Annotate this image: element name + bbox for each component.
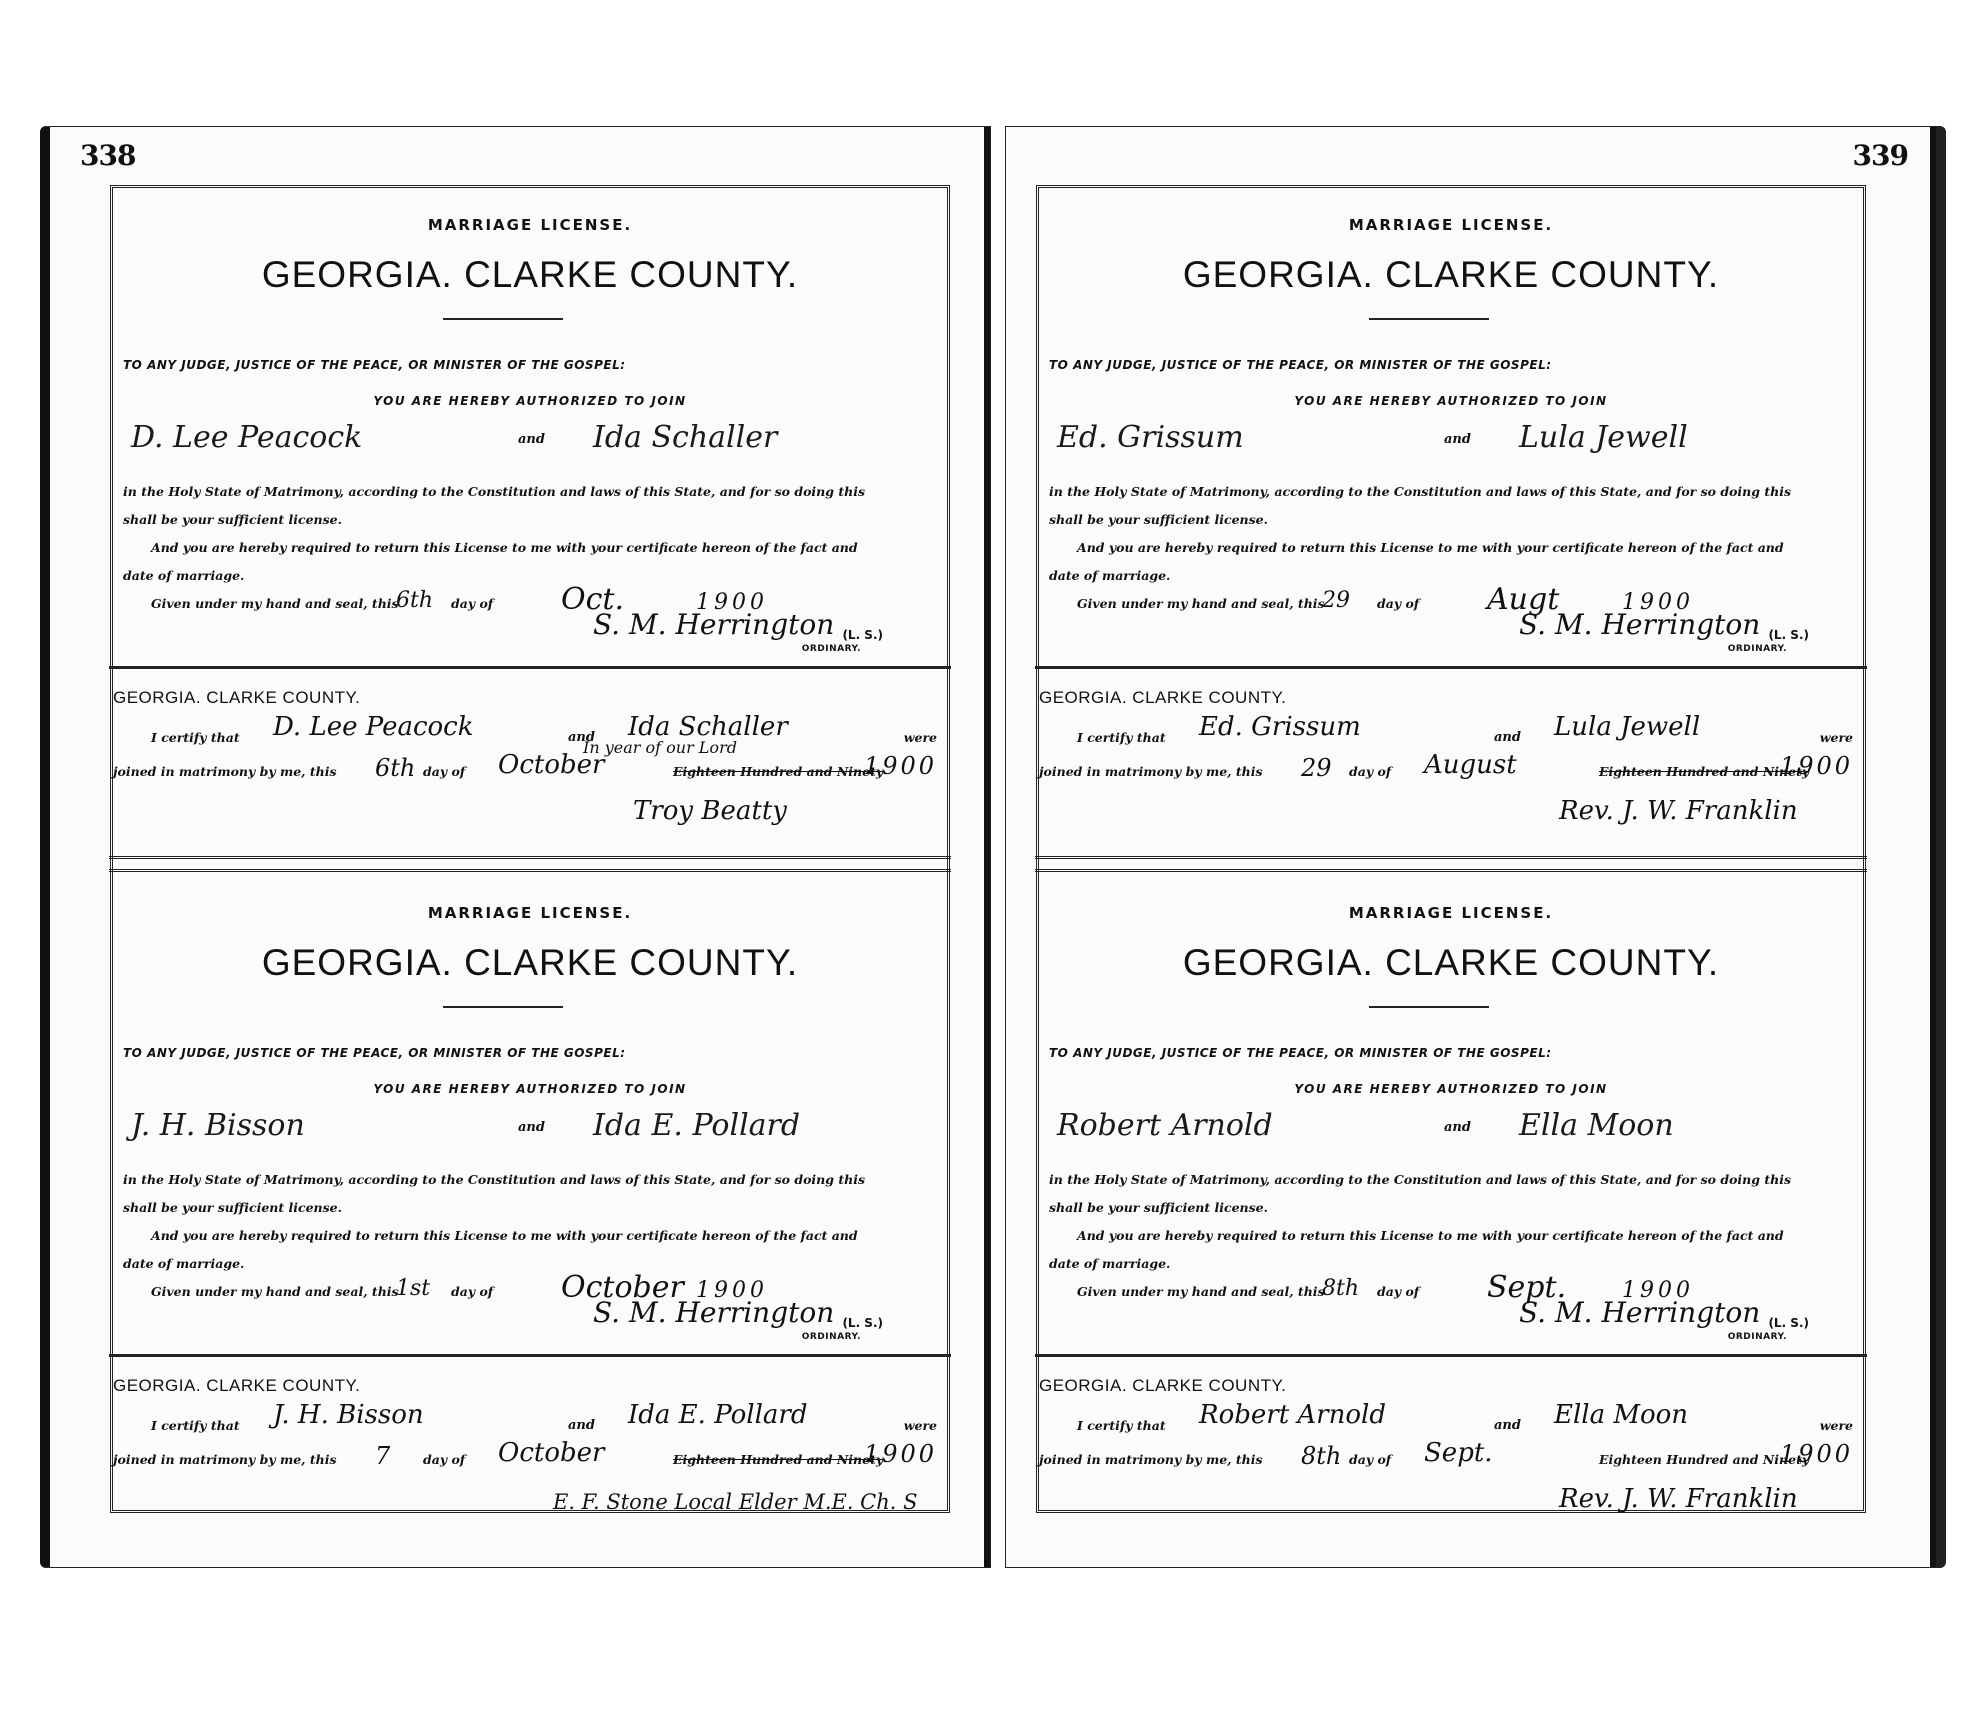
groom-name: D. Lee Peacock [131,420,363,455]
certificate-heading: GEORGIA. CLARKE COUNTY. [1039,688,1287,707]
cert-note: In year of our Lord [583,738,737,757]
seal-mark: (L. S.) [842,1316,883,1330]
seal-mark: (L. S.) [842,628,883,642]
groom-name: Ed. Grissum [1057,420,1244,455]
officiant-signature: E. F. Stone Local Elder M.E. Ch. S [553,1490,918,1514]
given-dayof: day of [451,596,494,611]
body-line: shall be your sufficient license. [123,512,342,527]
given-dayof: day of [451,1284,494,1299]
license-separator [109,856,951,872]
cert-day: 29 [1301,754,1332,782]
cert-were: were [1819,730,1853,745]
address-line: TO ANY JUDGE, JUSTICE OF THE PEACE, OR MINISTER OF THE GOSPEL: [123,358,626,372]
cert-day: 6th [375,754,416,782]
cert-bride: Ella Moon [1554,1400,1689,1430]
signature: S. M. Herrington [1519,608,1761,641]
section-divider [1035,666,1867,669]
cert-were: were [903,730,937,745]
certificate-date [1039,750,1853,794]
license-heading: GEORGIA. CLARKE COUNTY. [1182,942,1720,983]
bride-name: Ida E. Pollard [593,1108,801,1143]
body-line: in the Holy State of Matrimony, according to the Constitution and laws of this State, and for so doing this [123,1172,866,1187]
heading-rule [1369,1006,1489,1008]
couple-names [1049,1108,1853,1148]
officiant-signature: Rev. J. W. Franklin [1559,796,1798,826]
given-day: 8th [1322,1276,1360,1301]
cert-dayof: day of [1349,1452,1392,1467]
license-body [1049,1166,1853,1278]
cert-bride: Ida E. Pollard [628,1400,808,1430]
cert-year: 1900 [863,752,937,780]
body-line: in the Holy State of Matrimony, according to the Constitution and laws of this State, and for so doing this [1049,1172,1792,1187]
given-year: 1900 [1622,1278,1694,1303]
joined-label: joined in matrimony by me, this [1039,764,1263,779]
cert-were: were [903,1418,937,1433]
seal-mark: (L. S.) [1768,628,1809,642]
certify-label: I certify that [151,1418,240,1433]
body-line: date of marriage. [123,1256,245,1271]
cert-were: were [1819,1418,1853,1433]
license-title: MARRIAGE LICENSE. [427,216,633,234]
given-year: 1900 [1622,590,1694,615]
joined-label: joined in matrimony by me, this [1039,1452,1263,1467]
bride-name: Lula Jewell [1519,420,1688,455]
license-body [123,478,937,590]
cert-dayof: day of [1349,764,1392,779]
and-label: and [518,432,545,447]
cert-month: Sept. [1424,1438,1493,1468]
cert-and: and [568,1418,595,1433]
cert-and: and [1494,730,1521,745]
authorized-line: YOU ARE HEREBY AUTHORIZED TO JOIN [373,1082,687,1096]
body-line: in the Holy State of Matrimony, according to the Constitution and laws of this State, and for so doing this [1049,484,1792,499]
certificate-heading: GEORGIA. CLARKE COUNTY. [113,1376,361,1395]
heading-rule [443,318,563,320]
cert-day: 8th [1301,1442,1342,1470]
cert-dayof: day of [423,764,466,779]
joined-label: joined in matrimony by me, this [113,1452,337,1467]
signature: S. M. Herrington [1519,1296,1761,1329]
and-label: and [1444,432,1471,447]
given-label: Given under my hand and seal, this [151,596,399,611]
marriage-license [1039,188,1863,856]
given-year: 1900 [696,590,768,615]
body-line: shall be your sufficient license. [1049,1200,1268,1215]
certify-label: I certify that [151,730,240,745]
cert-bride: Lula Jewell [1554,712,1701,742]
couple-names [123,1108,937,1148]
certificate-heading: GEORGIA. CLARKE COUNTY. [1039,1376,1287,1395]
page-number: 339 [1852,139,1908,172]
given-month: Augt [1487,582,1560,617]
cert-day: 7 [375,1442,391,1470]
cert-groom: Ed. Grissum [1199,712,1361,742]
cert-month: August [1424,750,1517,780]
cert-groom: Robert Arnold [1199,1400,1386,1430]
license-body [123,1166,937,1278]
cert-suffix: Eighteen Hundred and Ninety [1599,1452,1810,1467]
license-title: MARRIAGE LICENSE. [427,904,633,922]
body-line: date of marriage. [1049,568,1171,583]
body-line: shall be your sufficient license. [123,1200,342,1215]
couple-names [123,420,937,460]
cert-suffix: Eighteen Hundred and Ninety [673,764,884,779]
section-divider [109,1354,951,1357]
bride-name: Ella Moon [1519,1108,1674,1143]
body-line: And you are hereby required to return this License to me with your certificate hereon of the fact and [151,540,858,555]
bride-name: Ida Schaller [593,420,778,455]
cert-year: 1900 [1779,752,1853,780]
given-dayof: day of [1377,596,1420,611]
ordinary-signature [1519,1296,1839,1348]
body-line: And you are hereby required to return this License to me with your certificate hereon of the fact and [1077,540,1784,555]
given-month: October [561,1270,684,1305]
left-ledger-page [40,126,991,1568]
groom-name: Robert Arnold [1057,1108,1273,1143]
signature: S. M. Herrington [593,608,835,641]
joined-label: joined in matrimony by me, this [113,764,337,779]
and-label: and [1444,1120,1471,1135]
and-label: and [518,1120,545,1135]
marriage-license [113,876,947,1544]
given-month: Sept. [1487,1270,1567,1305]
ordinary-label: ORDINARY. [801,1332,861,1342]
cert-dayof: day of [423,1452,466,1467]
officiant-signature: Troy Beatty [633,796,787,826]
certificate-date [113,1438,937,1482]
marriage-license [113,188,947,856]
license-title: MARRIAGE LICENSE. [1348,904,1554,922]
authorized-line: YOU ARE HEREBY AUTHORIZED TO JOIN [373,394,687,408]
cert-bride: Ida Schaller [628,712,788,742]
ordinary-label: ORDINARY. [1727,1332,1787,1342]
ordinary-signature [1519,608,1839,660]
authorized-line: YOU ARE HEREBY AUTHORIZED TO JOIN [1294,394,1608,408]
license-body [1049,478,1853,590]
license-heading: GEORGIA. CLARKE COUNTY. [1182,254,1720,295]
certify-label: I certify that [1077,730,1166,745]
license-separator [1035,856,1867,872]
address-line: TO ANY JUDGE, JUSTICE OF THE PEACE, OR MINISTER OF THE GOSPEL: [1049,358,1552,372]
signature: S. M. Herrington [593,1296,835,1329]
ordinary-signature [593,1296,913,1348]
certificate-names [123,1400,937,1440]
cert-month: October [498,1438,605,1468]
seal-mark: (L. S.) [1768,1316,1809,1330]
groom-name: J. H. Bisson [131,1108,305,1143]
certificate-heading: GEORGIA. CLARKE COUNTY. [113,688,361,707]
officiant-signature: Rev. J. W. Franklin [1559,1484,1798,1514]
cert-month: October [498,750,605,780]
heading-rule [1369,318,1489,320]
body-line: date of marriage. [123,568,245,583]
ordinary-label: ORDINARY. [1727,644,1787,654]
given-day: 6th [396,588,434,613]
given-day: 1st [396,1276,431,1301]
certificate-names [1049,1400,1853,1440]
cert-groom: J. H. Bisson [273,1400,424,1430]
given-day: 29 [1322,588,1350,613]
section-divider [1035,1354,1867,1357]
given-label: Given under my hand and seal, this [1077,1284,1325,1299]
body-line: shall be your sufficient license. [1049,512,1268,527]
page-frame [110,185,950,1513]
license-heading: GEORGIA. CLARKE COUNTY. [261,254,799,295]
ordinary-label: ORDINARY. [801,644,861,654]
heading-rule [443,1006,563,1008]
given-label: Given under my hand and seal, this [1077,596,1325,611]
certificate-names [1049,712,1853,752]
certify-label: I certify that [1077,1418,1166,1433]
cert-and: and [568,730,595,745]
address-line: TO ANY JUDGE, JUSTICE OF THE PEACE, OR MINISTER OF THE GOSPEL: [123,1046,626,1060]
address-line: TO ANY JUDGE, JUSTICE OF THE PEACE, OR MINISTER OF THE GOSPEL: [1049,1046,1552,1060]
license-title: MARRIAGE LICENSE. [1348,216,1554,234]
body-line: date of marriage. [1049,1256,1171,1271]
cert-year: 1900 [863,1440,937,1468]
given-dayof: day of [1377,1284,1420,1299]
page-number: 338 [80,139,136,172]
cert-suffix: Eighteen Hundred and Ninety [1599,764,1810,779]
marriage-license [1039,876,1863,1544]
license-heading: GEORGIA. CLARKE COUNTY. [261,942,799,983]
body-line: And you are hereby required to return this License to me with your certificate hereon of the fact and [1077,1228,1784,1243]
given-month: Oct. [561,582,624,617]
given-label: Given under my hand and seal, this [151,1284,399,1299]
page-frame [1036,185,1866,1513]
cert-suffix: Eighteen Hundred and Ninety [673,1452,884,1467]
certificate-names [123,712,937,752]
body-line: And you are hereby required to return this License to me with your certificate hereon of the fact and [151,1228,858,1243]
section-divider [109,666,951,669]
cert-groom: D. Lee Peacock [273,712,474,742]
right-ledger-page [1005,126,1946,1568]
cert-and: and [1494,1418,1521,1433]
ordinary-signature [593,608,913,660]
cert-year: 1900 [1779,1440,1853,1468]
authorized-line: YOU ARE HEREBY AUTHORIZED TO JOIN [1294,1082,1608,1096]
body-line: in the Holy State of Matrimony, according to the Constitution and laws of this State, and for so doing this [123,484,866,499]
certificate-date [1039,1438,1853,1482]
certificate-date [113,738,937,794]
given-year: 1900 [696,1278,768,1303]
couple-names [1049,420,1853,460]
